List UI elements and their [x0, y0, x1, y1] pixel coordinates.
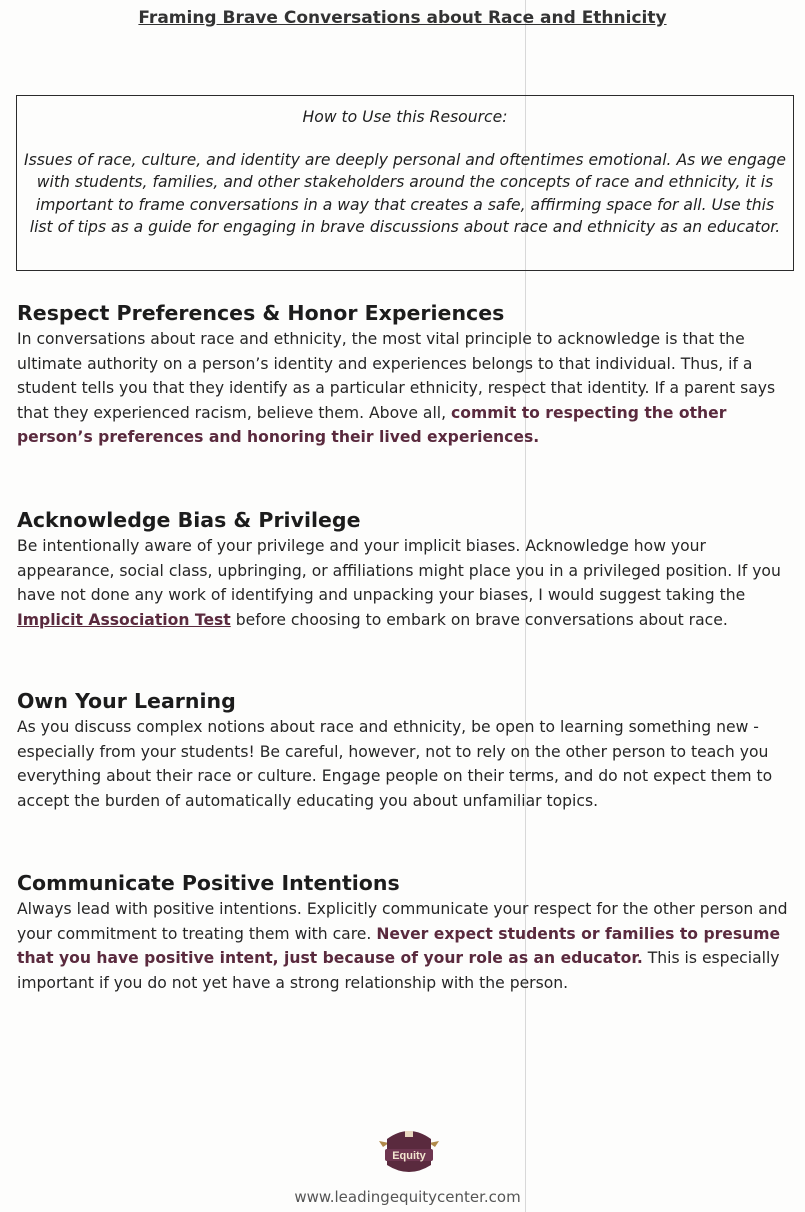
emphasis-text: Never expect students or families to presume that you have positive intent, just because of your role as an educator.	[17, 924, 781, 968]
body-text: This is especially important if you do not yet have a strong relationship with the person.	[17, 949, 780, 992]
how-to-heading: How to Use this Resource:	[302, 108, 508, 126]
section-heading: Own Your Learning	[17, 689, 236, 713]
body-text: Be intentionally aware of your privilege and your implicit biases. Acknowledge how your appearance, social class, upbringing, or affiliations might place you in a privileged position. If you have not done any work of identifying and unpacking your biases, I would suggest taking the	[17, 537, 781, 605]
body-text: Always lead with positive intentions. Explicitly communicate your respect for the other person and your commitment to treating them with care.	[17, 900, 788, 943]
how-to-body: Issues of race, culture, and identity are deeply personal and oftentimes emotional. As we engage with students, families, and other stakeholders around the concepts of race and ethnicity, it is important to frame conversations in a way that creates a safe, affirming space for all. Use this list of tips as a guide for engaging in brave discussions about race and ethnicity as an educator.	[24, 150, 786, 236]
section-intentions	[17, 870, 793, 995]
section-heading: Respect Preferences & Honor Experiences	[17, 301, 505, 325]
how-to-box	[16, 95, 794, 271]
section-learning	[17, 688, 793, 813]
section-heading: Communicate Positive Intentions	[17, 871, 400, 895]
equity-center-logo	[379, 1125, 439, 1177]
section-body	[17, 897, 793, 995]
body-text: As you discuss complex notions about race and ethnicity, be open to learning something new - especially from your students! Be careful, however, not to rely on the other person to teach you everything about their race or culture. Engage people on their terms, and do not expect them to accept the burden of automatically educating you about unfamiliar topics.	[17, 718, 773, 810]
section-body	[17, 327, 793, 450]
emphasis-text: commit to respecting the other person’s preferences and honoring their lived experiences.	[17, 403, 727, 447]
footer-url: www.leadingequitycenter.com	[294, 1188, 521, 1206]
implicit-association-test-link[interactable]: Implicit Association Test	[17, 610, 231, 629]
section-bias	[17, 507, 793, 632]
body-text: In conversations about race and ethnicity, the most vital principle to acknowledge is that the ultimate authority on a person’s identity and experiences belongs to that individual. Thus, if a student tells you that they identify as a particular ethnicity, respect that identity. If a parent says that they experienced racism, believe them. Above all,	[17, 330, 776, 422]
section-body	[17, 534, 793, 632]
section-respect	[17, 300, 793, 450]
page-title: Framing Brave Conversations about Race and Ethnicity	[138, 8, 667, 28]
section-heading: Acknowledge Bias & Privilege	[17, 508, 361, 532]
body-text: before choosing to embark on brave conversations about race.	[230, 610, 728, 629]
logo-text: Equity	[392, 1150, 426, 1162]
section-body	[17, 715, 793, 813]
